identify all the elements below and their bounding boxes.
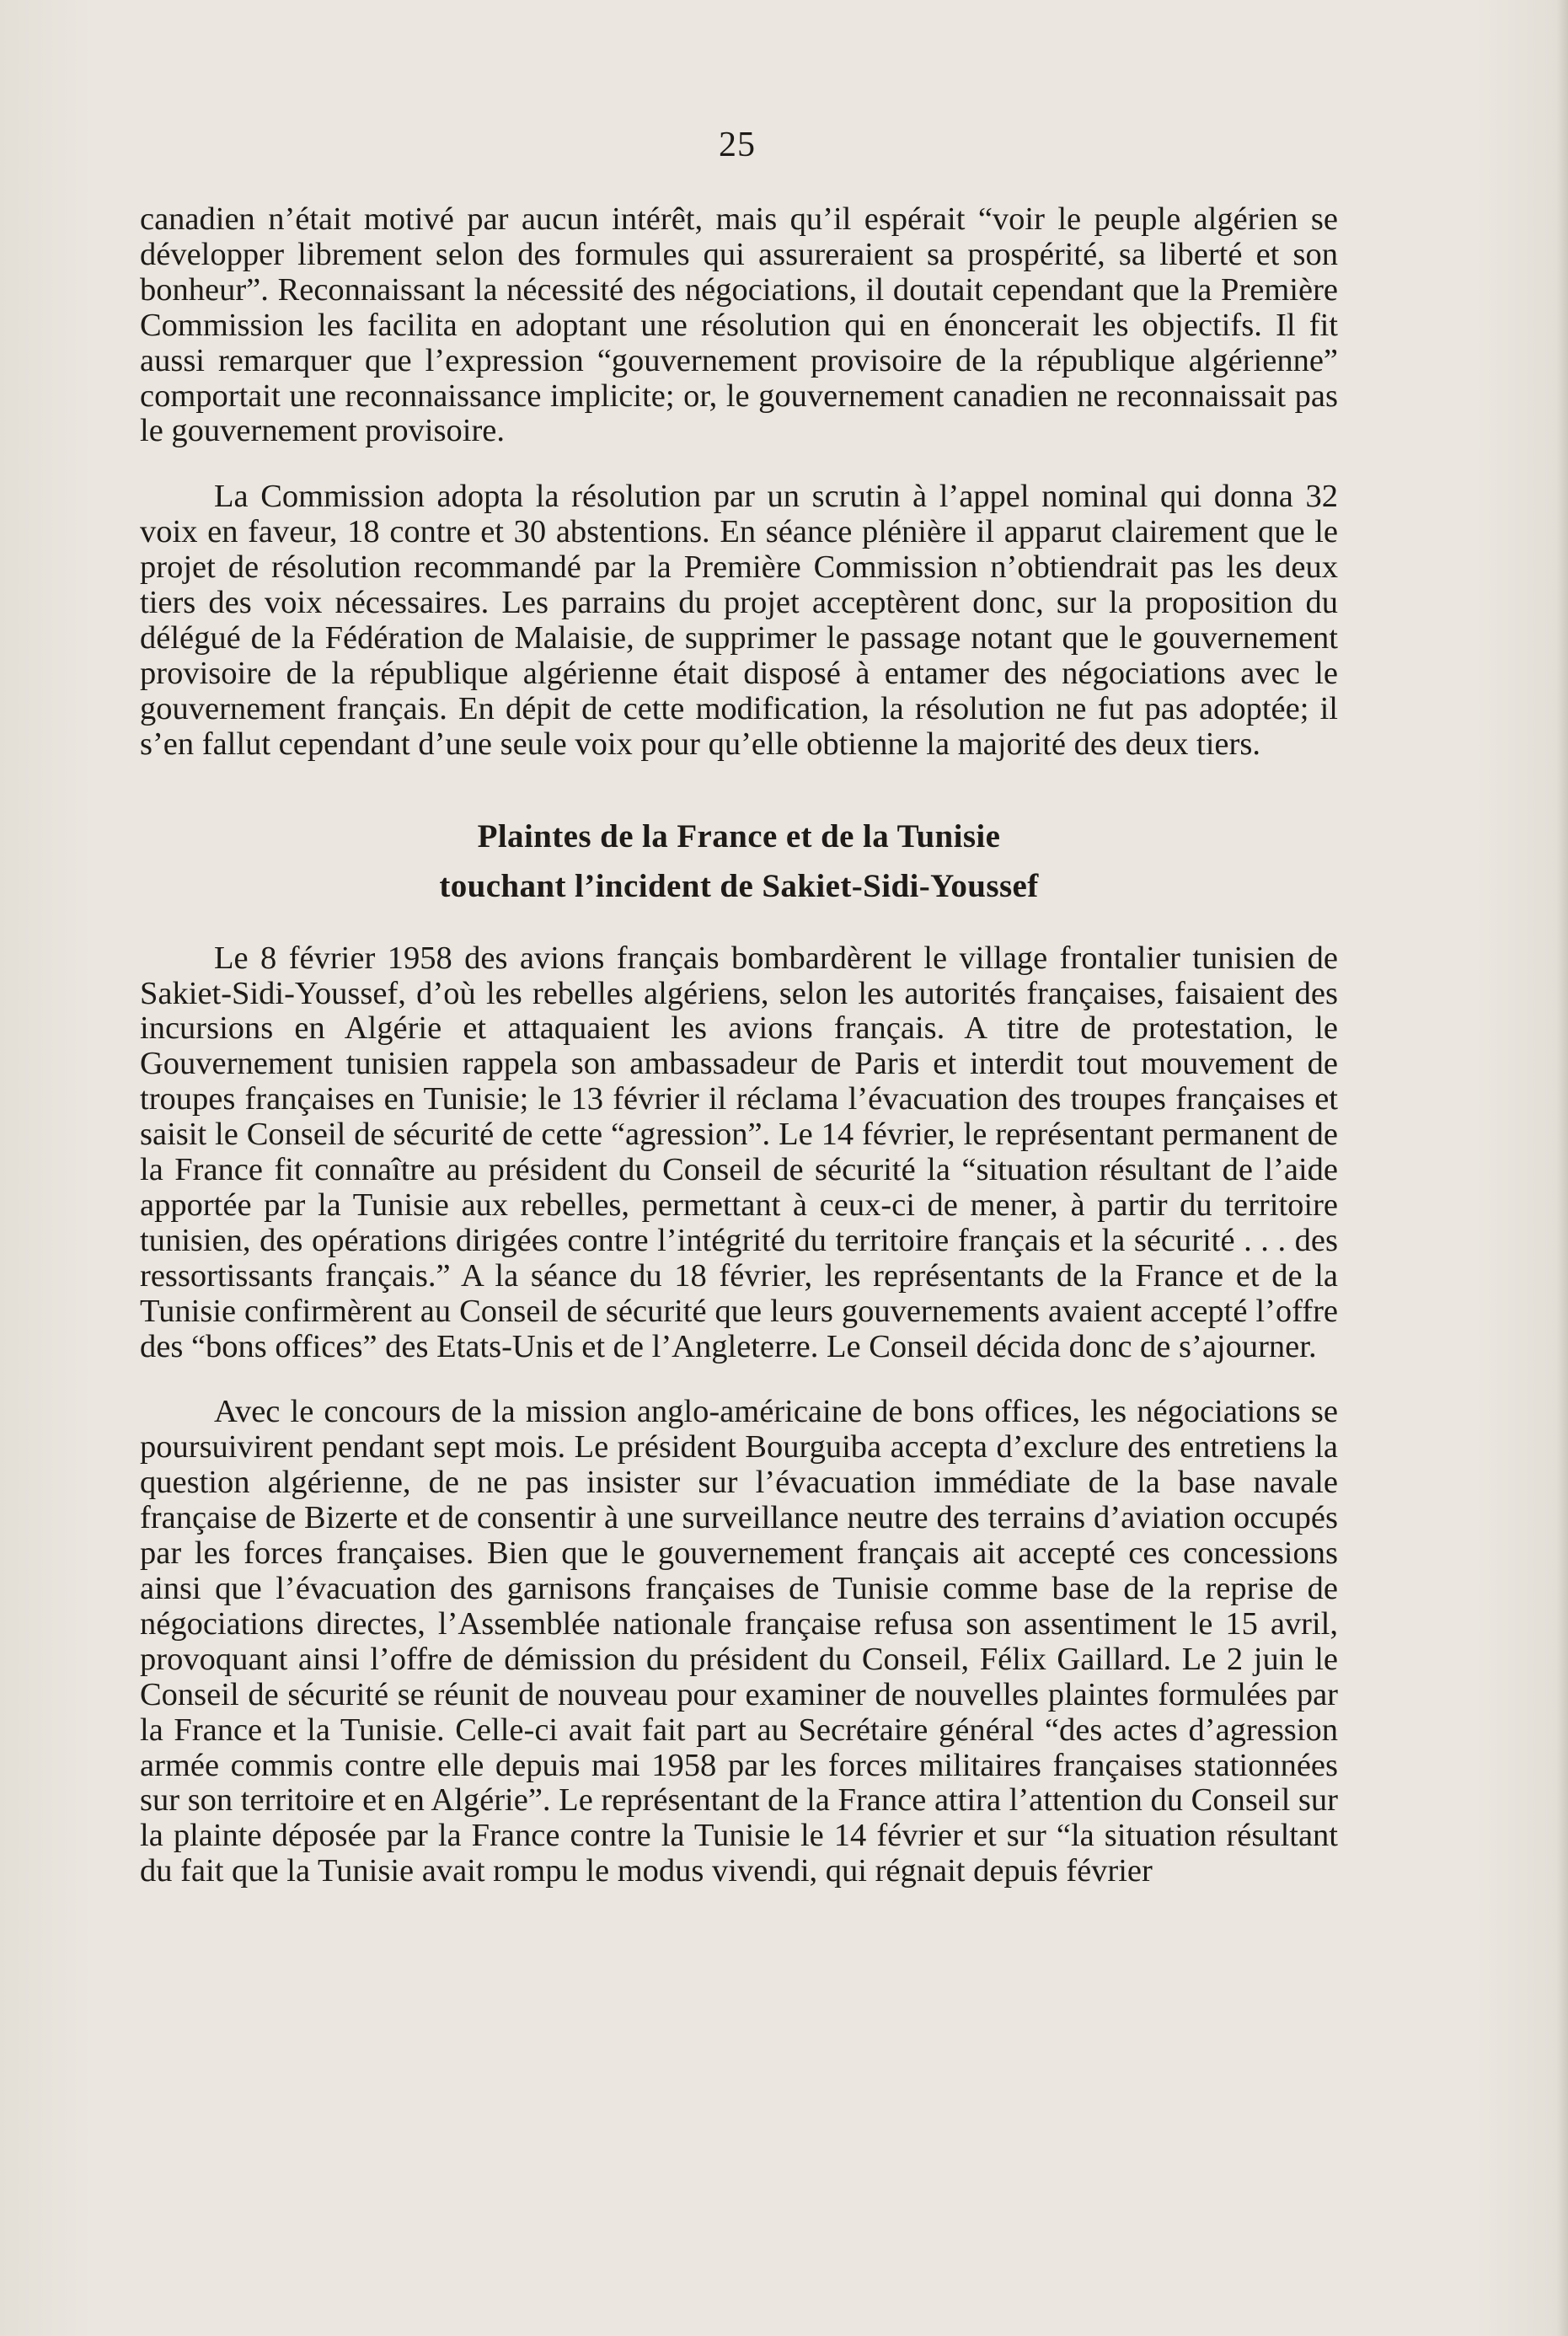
page-edge-shadow bbox=[1556, 0, 1568, 2336]
paragraph-vote-result: La Commission adopta la résolution par un scrutin à l’appel nominal qui donna 32 voix en faveur, 18 contre et 30 abstentions. En séance plénière il apparut clairement que le projet de résolution recommandé par la Première Commission n’obtiendrait pas les deux tiers des voix nécessaires. Les parrains du projet acceptèrent donc, sur la proposition du délégué de la Fédération de Malaisie, de supprimer le passage notant que le gouvernement provisoire de la république algérienne était disposé à entamer des négociations avec le gouvernement français. En dépit de cette modification, la résolution ne fut pas adoptée; il s’en fallut cependant d’une seule voix pour qu’elle obtienne la majorité des deux tiers. bbox=[140, 479, 1338, 762]
paragraph-continuation: canadien n’était motivé par aucun intérêt, mais qu’il espérait “voir le peuple algérien se développer librement selon des formules qui assureraient sa prospérité, sa liberté et son bonheur”. Reconnaissant la nécessité des négociations, il doutait cependant que la Première Commission les facilita en adoptant une résolution qui en énoncerait les objectifs. Il fit aussi remarquer que l’expression “gouvernement provisoire de la république algérienne” comportait une reconnaissance implicite; or, le gouvernement canadien ne reconnaissait pas le gouvernement provisoire. bbox=[140, 201, 1338, 449]
paragraph-negotiations: Avec le concours de la mission anglo-américaine de bons offices, les négociations se poursuivirent pendant sept mois. Le président Bourguiba accepta d’exclure des entretiens la question algérienne, de ne pas insister sur l’évacuation immédiate de la base navale française de Bizerte et de consentir à une surveillance neutre des terrains d’aviation occupés par les forces françaises. Bien que le gouvernement français ait accepté ces concessions ainsi que l’évacuation des garnisons françaises de Tunisie comme base de la reprise de négociations directes, l’Assemblée nationale française refusa son assentiment le 15 avril, provoquant ainsi l’offre de démission du président du Conseil, Félix Gaillard. Le 2 juin le Conseil de sécurité se réunit de nouveau pour examiner de nouvelles plaintes formulées par la France et la Tunisie. Celle-ci avait fait part au Secrétaire général “des actes d’agression armée commis contre elle depuis mai 1958 par les forces militaires françaises stationnées sur son territoire et en Algérie”. Le représentant de la France attira l’attention du Conseil sur la plainte déposée par la France contre la Tunisie le 14 février et sur “la situation résultant du fait que la Tunisie avait rompu le modus vivendi, qui régnait depuis février bbox=[140, 1394, 1338, 1889]
page-body bbox=[140, 202, 1338, 1920]
section-heading bbox=[140, 812, 1338, 911]
section-heading-line-1: Plaintes de la France et de la Tunisie bbox=[477, 817, 1001, 855]
page-number: 25 bbox=[719, 126, 756, 164]
paragraph-sakiet-incident: Le 8 février 1958 des avions français bombardèrent le village frontalier tunisien de Sakiet-Sidi-Youssef, d’où les rebelles algériens, selon les autorités françaises, faisaient des incursions en Algérie et attaquaient les avions français. A titre de protestation, le Gouvernement tunisien rappela son ambassadeur de Paris et interdit tout mouvement de troupes françaises en Tunisie; le 13 février il réclama l’évacuation des troupes françaises et saisit le Conseil de sécurité de cette “agression”. Le 14 février, le représentant permanent de la France fit connaître au président du Conseil de sécurité la “situation résultant de l’aide apportée par la Tunisie aux rebelles, permettant à ceux-ci de mener, à partir du territoire tunisien, des opérations dirigées contre l’intégrité du territoire français et la sécurité . . . des ressortissants français.” A la séance du 18 février, les représentants de la France et de la Tunisie confirmèrent au Conseil de sécurité que leurs gouvernements avaient accepté l’offre des “bons offices” des Etats-Unis et de l’Angleterre. Le Conseil décida donc de s’ajourner. bbox=[140, 940, 1338, 1364]
section-heading-line-2: touchant l’incident de Sakiet-Sidi-Youssef bbox=[439, 867, 1039, 904]
